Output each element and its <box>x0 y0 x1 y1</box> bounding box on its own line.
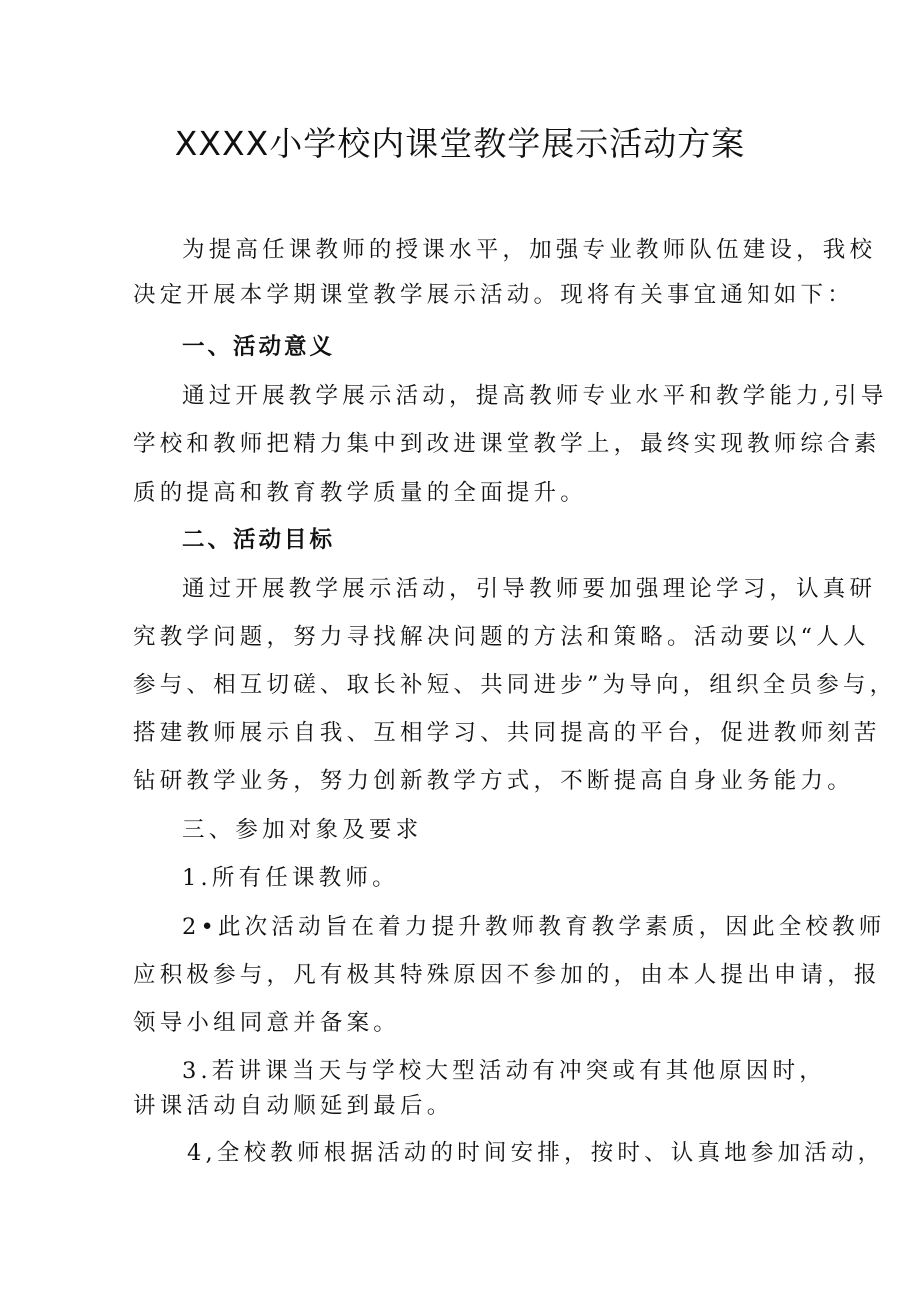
significance-line-1: 通过开展教学展示活动，提高教师专业水平和教学能力,引导 <box>182 383 888 409</box>
section-heading-significance: 一、活动意义 <box>182 334 336 360</box>
goals-line-2: 究教学问题，努力寻找解决问题的方法和策略。活动要以“人人 <box>133 624 870 650</box>
goals-line-1: 通过开展教学展示活动，引导教师要加强理论学习，认真研 <box>182 576 877 602</box>
requirement-3-line-1: 3.若讲课当天与学校大型活动有冲突或有其他原因时， <box>182 1058 826 1084</box>
goals-line-4: 搭建教师展示自我、互相学习、共同提高的平台，促进教师刻苦 <box>133 720 881 746</box>
significance-line-2: 学校和教师把精力集中到改进课堂教学上，最终实现教师综合素 <box>133 431 881 457</box>
requirement-2-line-2: 应积极参与，凡有极其特殊原因不参加的，由本人提出申请，报 <box>133 962 881 988</box>
document-title: XXXX小学校内课堂教学展示活动方案 <box>174 124 746 163</box>
significance-line-3: 质的提高和教育教学质量的全面提升。 <box>133 480 587 506</box>
goals-line-5: 钻研教学业务，努力创新教学方式，不断提高自身业务能力。 <box>133 768 854 794</box>
section-heading-goals: 二、活动目标 <box>182 527 336 553</box>
requirement-2-line-3: 领导小组同意并备案。 <box>133 1010 401 1036</box>
intro-line-1: 为提高任课教师的授课水平，加强专业教师队伍建设，我校 <box>182 237 877 263</box>
requirement-3-line-2: 讲课活动自动顺延到最后。 <box>133 1093 454 1119</box>
goals-line-3: 参与、相互切磋、取长补短、共同进步”为导向，组织全员参与， <box>133 672 897 698</box>
requirement-2-line-1: 2•此次活动旨在着力提升教师教育教学素质，因此全校教师 <box>182 914 886 940</box>
section-heading-participants: 三、参加对象及要求 <box>182 817 423 843</box>
requirement-1: 1.所有任课教师。 <box>182 865 399 891</box>
requirement-4-line-1: 4,全校教师根据活动的时间安排，按时、认真地参加活动， <box>187 1140 885 1166</box>
intro-line-2: 决定开展本学期课堂教学展示活动。现将有关事宜通知如下： <box>133 282 854 308</box>
